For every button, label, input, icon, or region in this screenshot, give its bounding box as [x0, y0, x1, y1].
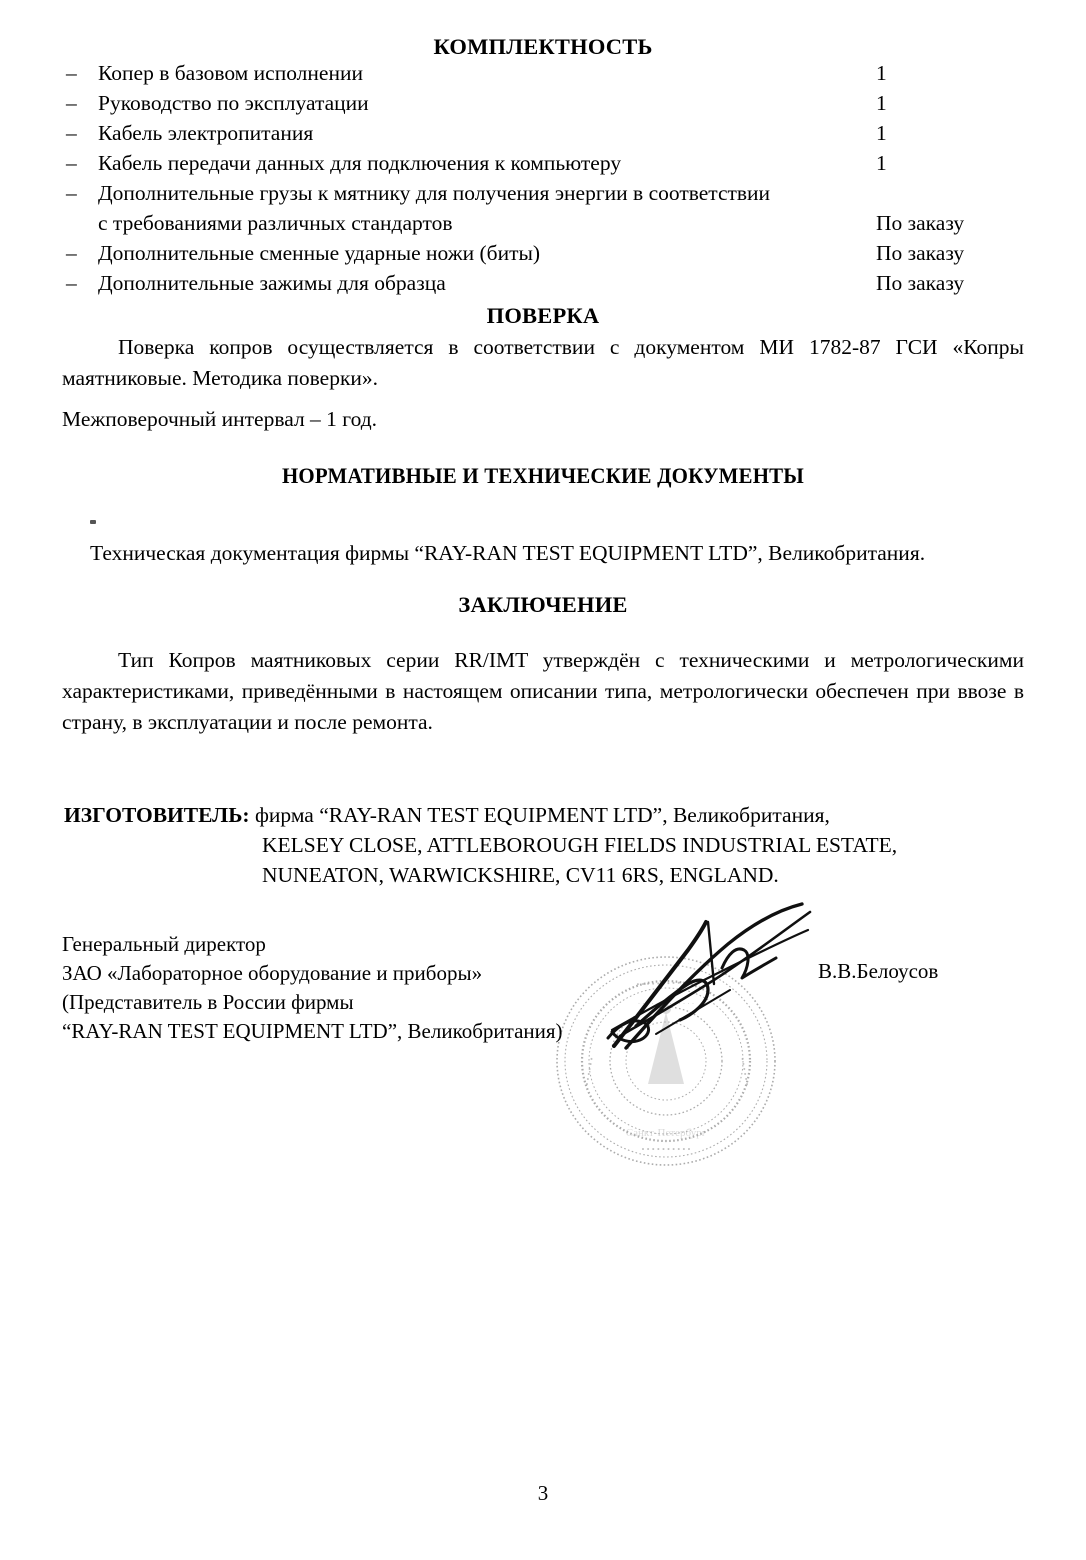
bullet-dash: – — [66, 61, 77, 85]
list-item — [62, 118, 1072, 148]
section-heading-documents: НОРМАТИВНЫЕ И ТЕХНИЧЕСКИЕ ДОКУМЕНТЫ — [281, 463, 805, 488]
list-item — [62, 268, 1072, 298]
list-item-label-continuation: с требованиями различных стандартов — [98, 211, 453, 235]
verification-interval: Межповерочный интервал – 1 год. — [62, 407, 378, 431]
manufacturer-block — [64, 800, 1044, 890]
scan-artifact-speck — [90, 520, 96, 524]
list-item-quantity: 1 — [876, 91, 887, 115]
bullet-dash: – — [66, 271, 77, 295]
bullet-dash: – — [66, 151, 77, 175]
signatory-title: Генеральный директор — [62, 932, 266, 956]
list-item — [62, 148, 1072, 178]
signatory-company: ЗАО «Лабораторное оборудование и приборы» — [62, 961, 483, 985]
list-item-label: Копер в базовом исполнении — [98, 61, 363, 85]
list-item-label: Кабель электропитания — [98, 121, 314, 145]
bullet-dash: – — [66, 181, 77, 205]
list-item-continuation — [62, 208, 1072, 238]
list-item-quantity: 1 — [876, 151, 887, 175]
signatory-role-line-1: (Представитель в России фирмы — [62, 990, 354, 1014]
svg-text:Санкт-Петербург: Санкт-Петербург — [625, 1127, 707, 1139]
svg-text:• • • • • •: • • • • • • — [581, 1056, 597, 1087]
section-heading-conclusion: ЗАКЛЮЧЕНИЕ — [458, 592, 628, 617]
section-heading-verification: ПОВЕРКА — [486, 303, 600, 328]
list-item — [62, 238, 1072, 268]
svg-text:• • • • • • • • • • • •: • • • • • • • • • • • • — [636, 976, 696, 990]
section-heading-completeness: КОМПЛЕКТНОСТЬ — [433, 34, 653, 59]
list-item-label: Кабель передачи данных для подключения к компьютеру — [98, 151, 622, 175]
page-number: 3 — [537, 1481, 549, 1505]
signatory-name: В.В.Белоусов — [818, 959, 939, 983]
manufacturer-line-3: NUNEATON, WARWICKSHIRE, CV11 6RS, ENGLAND. — [262, 863, 779, 887]
list-item — [62, 58, 1072, 88]
bullet-dash: – — [66, 241, 77, 265]
list-item-label: Дополнительные сменные ударные ножи (биты) — [98, 241, 541, 265]
completeness-list — [62, 58, 1072, 298]
bullet-dash: – — [66, 91, 77, 115]
manufacturer-line-1: фирма “RAY-RAN TEST EQUIPMENT LTD”, Великобритания, — [254, 803, 830, 827]
manufacturer-label: ИЗГОТОВИТЕЛЬ: — [64, 803, 250, 827]
list-item-label: Дополнительные грузы к мятнику для получения энергии в соответствии — [98, 181, 771, 205]
company-seal-stamp — [552, 952, 780, 1170]
list-item-quantity: 1 — [876, 61, 887, 85]
signatory-role-line-2: “RAY-RAN TEST EQUIPMENT LTD”, Великобритания) — [62, 1019, 563, 1043]
signature-block — [62, 930, 563, 1046]
list-item-label: Руководство по эксплуатации — [98, 91, 369, 115]
verification-paragraph: Поверка копров осуществляется в соответствии с документом МИ 1782-87 ГСИ «Копры маятниковые. Методика поверки». — [62, 335, 1024, 390]
svg-text:• • • • • • • • • •: • • • • • • • • • • — [641, 1144, 691, 1154]
list-item-quantity: По заказу — [876, 241, 965, 265]
documents-paragraph: Техническая документация фирмы “RAY-RAN TEST EQUIPMENT LTD”, Великобритания. — [90, 541, 926, 565]
handwritten-signature — [596, 898, 826, 1058]
list-item-label: Дополнительные зажимы для образца — [98, 271, 446, 295]
conclusion-paragraph: Тип Копров маятниковых серии RR/IMT утверждён с техническими и метрологическими характеристиками, приведёнными в настоящем описании типа, метрологически обеспечен при ввозе в страну, в эксплуатации и после ремонта. — [62, 648, 1024, 734]
list-item-quantity: По заказу — [876, 271, 965, 295]
manufacturer-line-2: KELSEY CLOSE, ATTLEBOROUGH FIELDS INDUSTRIAL ESTATE, — [262, 833, 898, 857]
bullet-dash: – — [66, 121, 77, 145]
list-item-quantity: 1 — [876, 121, 887, 145]
list-item — [62, 88, 1072, 118]
svg-text:• • • • • •: • • • • • • — [737, 1056, 753, 1087]
list-item-quantity: По заказу — [876, 211, 965, 235]
list-item — [62, 178, 1072, 208]
svg-text:. . . . . . . . . . . . .: . . . . . . . . . . . . . — [637, 996, 695, 1006]
